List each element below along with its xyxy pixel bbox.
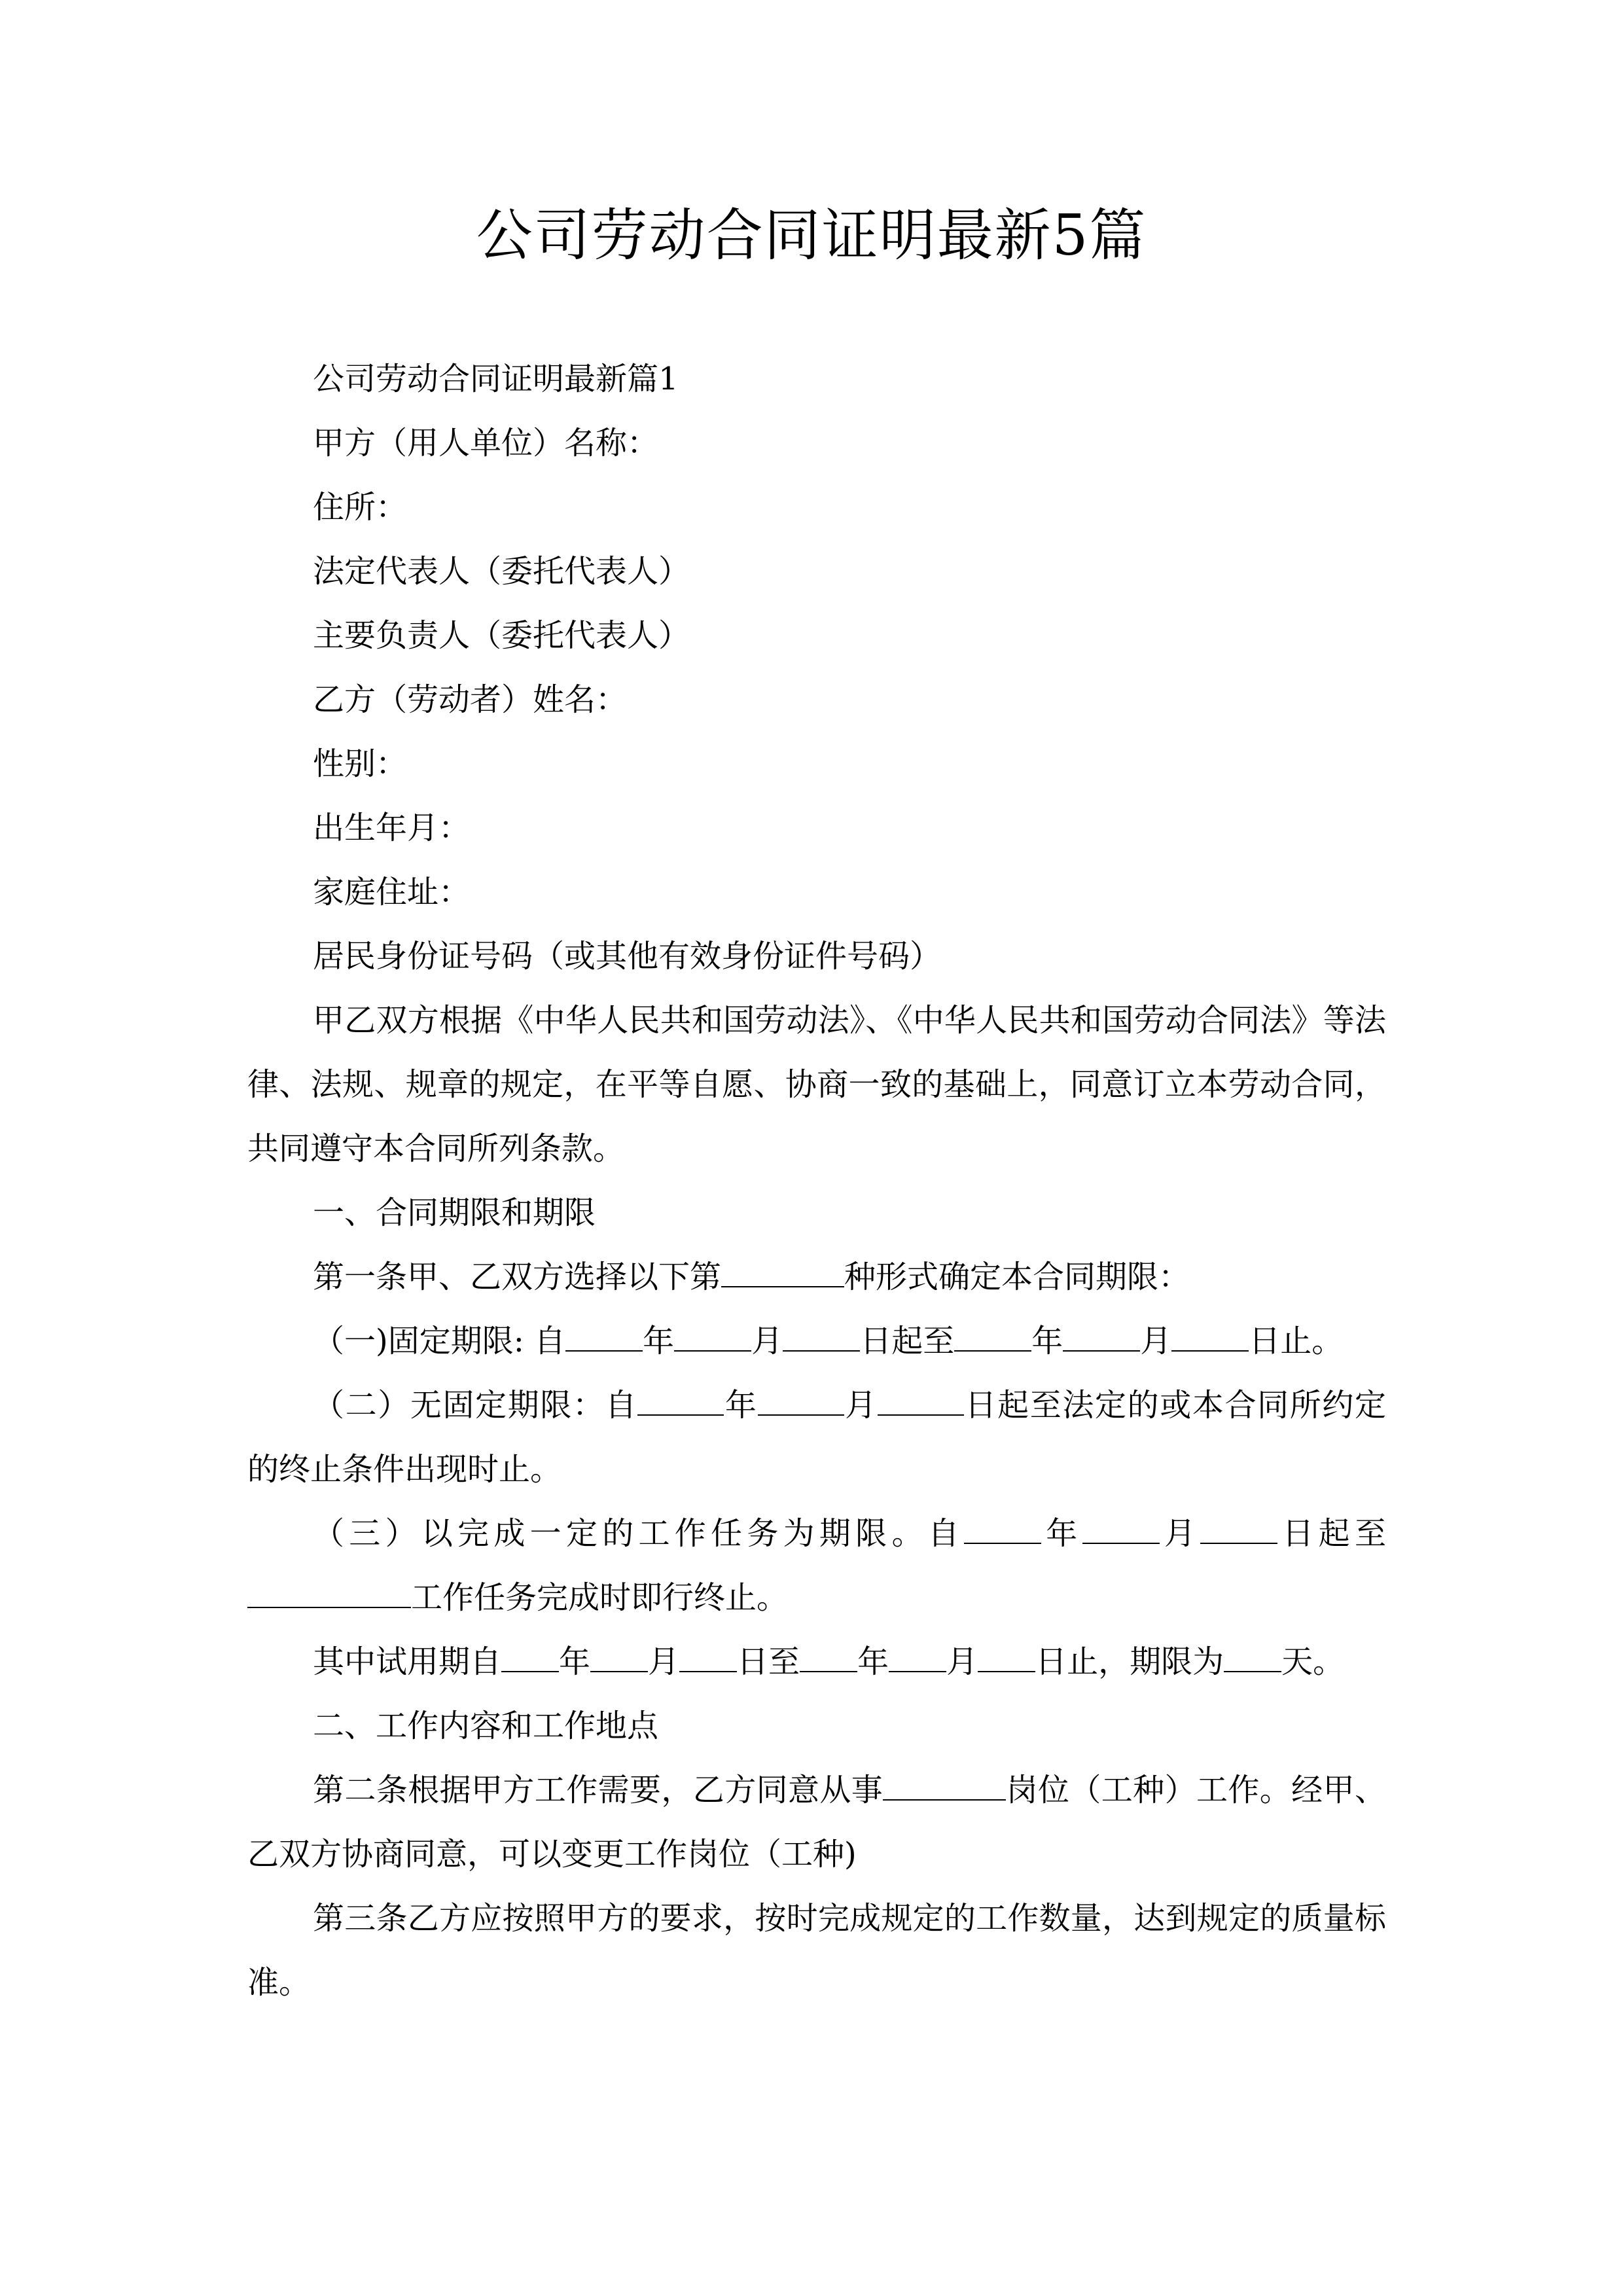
id-number-line: 居民身份证号码（或其他有效身份证件号码） [313,938,942,975]
probation-year: 年 [559,1643,591,1680]
fixed-term-year: 年 [643,1323,675,1359]
task-term-text-a: （三）以完成一定的工作任务为期限。自 [313,1515,964,1552]
open-term-year: 年 [724,1387,758,1424]
blank-line [565,1316,643,1352]
blank-line [758,1380,844,1416]
section-1-heading: 一、合同期限和期限 [313,1194,596,1231]
blank-line [883,1765,1006,1801]
article-1-paragraph [247,1245,1386,1309]
article-1-text-b: 种形式确定本合同期限： [844,1259,1190,1295]
probation-day-end: 日止，期限为 [1035,1643,1224,1680]
probation-month: 月 [648,1643,680,1680]
party-b-name-line: 乙方（劳动者）姓名： [313,681,628,718]
article-2-text-b: 岗位（工种）工作。经甲、乙双方协商同意，可以变更工作岗位（工种) [247,1772,1386,1873]
task-term-day-to: 日起至 [1277,1515,1386,1552]
blank-line [889,1637,946,1672]
blank-line [721,1252,844,1287]
blank-line [247,1573,411,1608]
fixed-term-day-end: 日止。 [1249,1323,1344,1359]
fixed-term-day-to: 日起至 [860,1323,955,1359]
task-term-year: 年 [1041,1515,1082,1552]
article-1-text-a: 第一条甲、乙双方选择以下第 [313,1259,722,1295]
blank-line [783,1316,860,1352]
blank-line [590,1637,648,1672]
section-2-heading: 二、工作内容和工作地点 [313,1708,659,1744]
task-term-text-e: 工作任务完成时即行终止。 [411,1579,789,1616]
blank-line [674,1316,751,1352]
article-2-text-a: 第二条根据甲方工作需要，乙方同意从事 [313,1772,883,1808]
task-term-paragraph [247,1501,1386,1630]
blank-line [1224,1637,1281,1672]
blank-line [978,1637,1035,1672]
probation-year-end: 年 [857,1643,889,1680]
probation-days: 天。 [1281,1643,1345,1680]
document-title: 公司劳动合同证明最新5篇 [476,203,1147,268]
intro-paragraph: 甲乙双方根据《中华人民共和国劳动法》、《中华人民共和国劳动合同法》等法律、法规、规章的规定，在平等自愿、协商一致的基础上，同意订立本劳动合同，共同遵守本合同所列条款。 [247,1002,1386,1167]
home-address-line: 家庭住址： [313,874,471,910]
blank-line [637,1380,724,1416]
probation-text-a: 其中试用期自 [313,1643,502,1680]
task-term-month: 月 [1159,1515,1201,1552]
probation-paragraph [247,1630,1386,1694]
fixed-term-year-end: 年 [1031,1323,1063,1359]
address-line: 住所： [313,489,408,526]
fixed-term-text-a: （一)固定期限: 自 [313,1323,566,1359]
party-a-name-line: 甲方（用人单位）名称： [313,425,659,461]
probation-month-end: 月 [946,1643,978,1680]
blank-line [501,1637,559,1672]
fixed-term-month-end: 月 [1140,1323,1172,1359]
blank-line [1063,1316,1140,1352]
article-2-paragraph [247,1758,1386,1886]
document-body [247,347,1386,2015]
birth-line: 出生年月： [313,810,471,846]
blank-line [878,1380,964,1416]
blank-line [964,1509,1041,1544]
section-heading: 公司劳动合同证明最新篇1 [313,361,679,397]
legal-rep-line: 法定代表人（委托代表人） [313,553,690,590]
fixed-term-month: 月 [751,1323,783,1359]
gender-line: 性别： [313,745,408,782]
main-person-line: 主要负责人（委托代表人） [313,617,690,654]
open-term-paragraph [247,1373,1386,1501]
fixed-term-paragraph [247,1309,1386,1373]
probation-day-to: 日至 [737,1643,800,1680]
open-term-text-d: 日起至法定的或本合同所约定的终止条件出现时止。 [247,1387,1386,1488]
open-term-text-a: （二）无固定期限：自 [313,1387,638,1424]
blank-line [954,1316,1031,1352]
blank-line [1171,1316,1249,1352]
article-3-paragraph: 第三条乙方应按照甲方的要求，按时完成规定的工作数量，达到规定的质量标准。 [247,1900,1386,2001]
blank-line [800,1637,857,1672]
open-term-month: 月 [844,1387,878,1424]
blank-line [1082,1509,1160,1544]
blank-line [1200,1509,1277,1544]
blank-line [679,1637,737,1672]
